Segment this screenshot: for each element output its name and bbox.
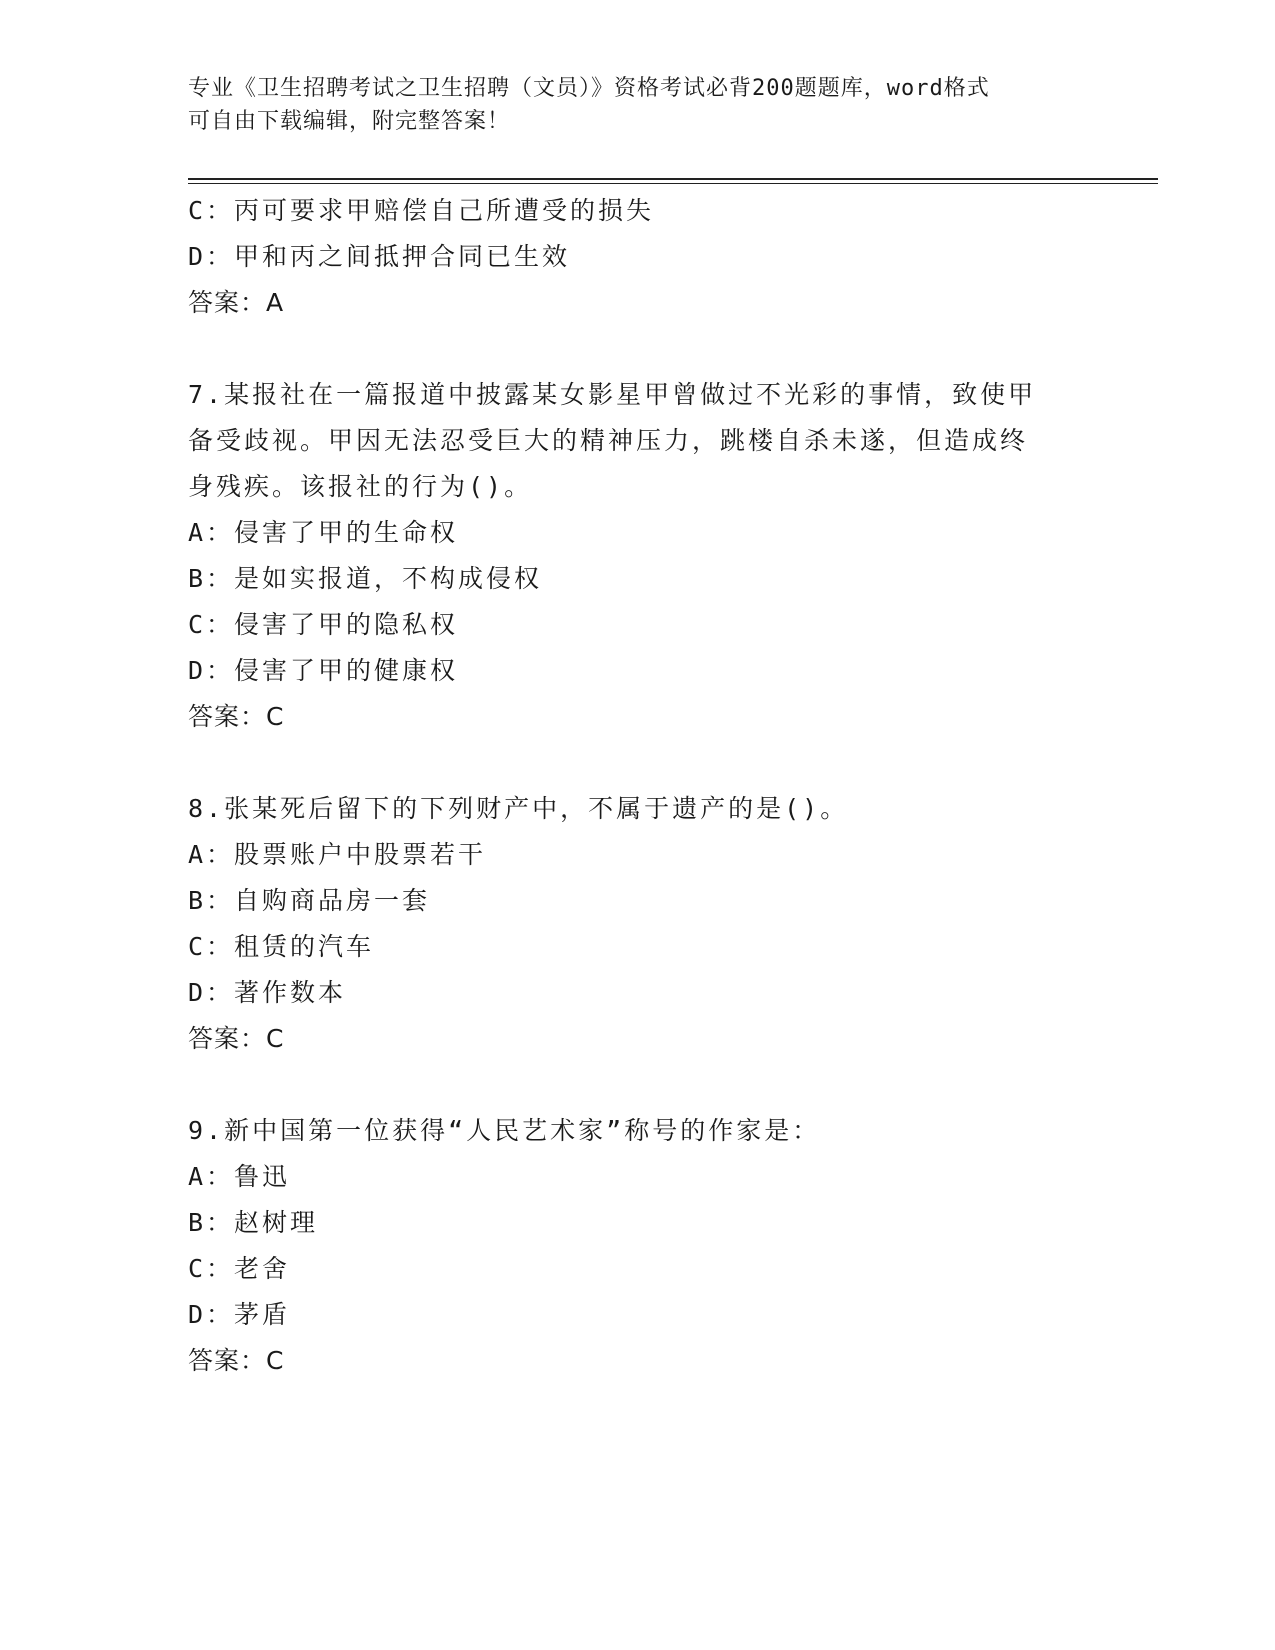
option-a: A：鲁迅 (188, 1162, 291, 1191)
header-line-1: 专业《卫生招聘考试之卫生招聘（文员）》资格考试必背200题题库，word格式 (188, 76, 990, 101)
option-a: A：股票账户中股票若干 (188, 840, 487, 869)
option-c: C：老舍 (188, 1254, 291, 1283)
option-d: D：侵害了甲的健康权 (188, 656, 459, 685)
option-d: D：著作数本 (188, 978, 347, 1007)
option-c: C：侵害了甲的隐私权 (188, 610, 459, 639)
prev-question-block (188, 188, 1088, 326)
document-header (188, 72, 1068, 138)
option-d: D：茅盾 (188, 1300, 291, 1329)
header-divider-thick (188, 178, 1158, 180)
header-divider-thin (188, 183, 1158, 184)
answer-line: 答案：C (188, 702, 285, 731)
option-c: C：丙可要求甲赔偿自己所遭受的损失 (188, 196, 655, 225)
option-b: B：赵树理 (188, 1208, 319, 1237)
answer-line: 答案：C (188, 1346, 285, 1375)
header-line-2: 可自由下载编辑，附完整答案！ (188, 109, 511, 134)
option-b: B：是如实报道，不构成侵权 (188, 564, 543, 593)
question-stem-line: 7.某报社在一篇报道中披露某女影星甲曾做过不光彩的事情，致使甲 (188, 380, 1037, 409)
spacer (188, 326, 1088, 372)
option-b: B：自购商品房一套 (188, 886, 431, 915)
question-8 (188, 786, 1088, 1062)
answer-line: 答案：C (188, 1024, 285, 1053)
question-stem-line: 8.张某死后留下的下列财产中，不属于遗产的是()。 (188, 794, 849, 823)
spacer (188, 740, 1088, 786)
question-7 (188, 372, 1088, 740)
spacer (188, 1062, 1088, 1108)
question-stem-line: 备受歧视。甲因无法忍受巨大的精神压力，跳楼自杀未遂，但造成终 (188, 426, 1029, 455)
question-stem-line: 身残疾。该报社的行为()。 (188, 472, 533, 501)
question-stem-line: 9.新中国第一位获得“人民艺术家”称号的作家是： (188, 1116, 821, 1145)
answer-line: 答案：A (188, 288, 285, 317)
option-c: C：租赁的汽车 (188, 932, 375, 961)
question-content (188, 188, 1088, 1384)
option-d: D：甲和丙之间抵押合同已生效 (188, 242, 571, 271)
question-9 (188, 1108, 1088, 1384)
option-a: A：侵害了甲的生命权 (188, 518, 459, 547)
